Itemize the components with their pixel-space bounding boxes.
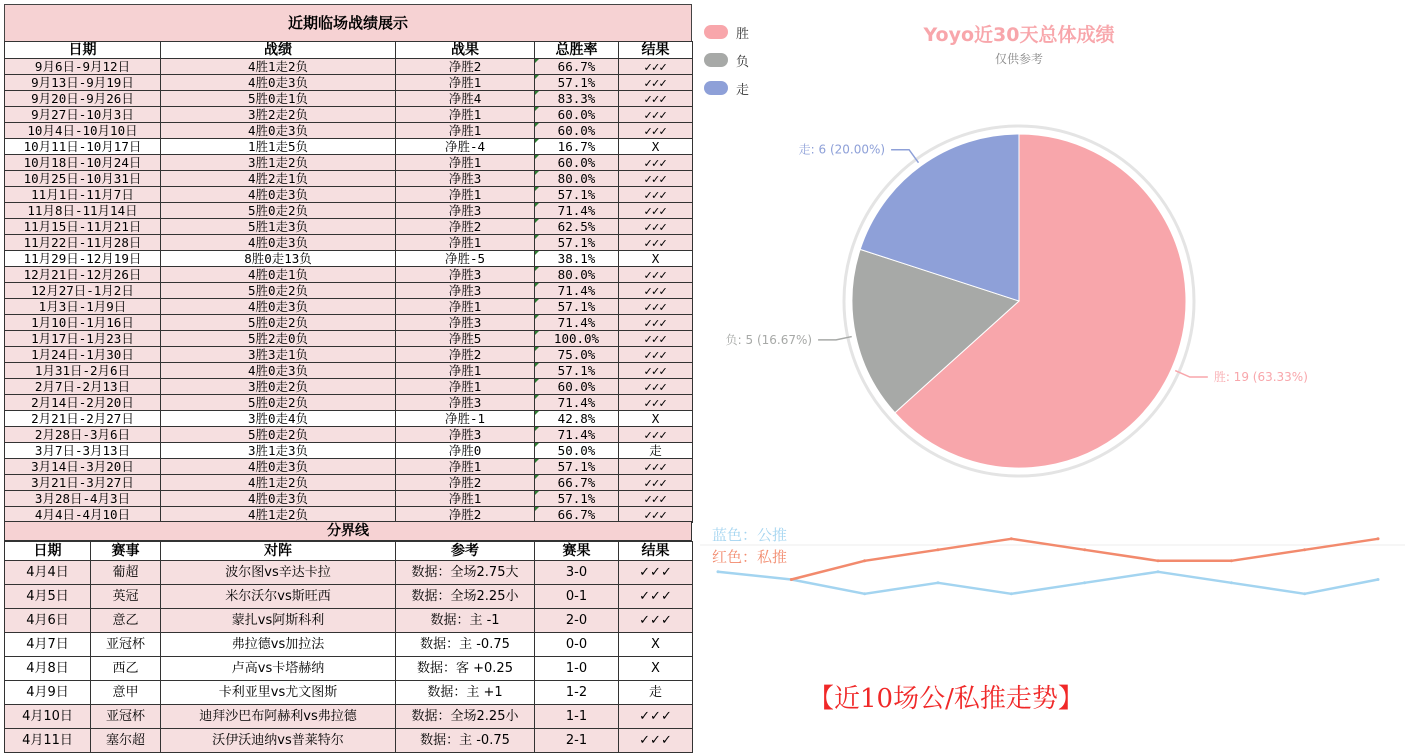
- cell-result: ✓✓✓: [619, 705, 693, 729]
- cell-win-rate: 57.1%: [535, 187, 619, 203]
- header-score: 赛果: [535, 542, 619, 561]
- table-row: [5, 75, 693, 91]
- cell-fixture: 卡利亚里vs尤文图斯: [161, 681, 396, 705]
- cell-outcome: 净胜-5: [396, 251, 535, 267]
- cell-date: 11月8日-11月14日: [5, 203, 161, 219]
- cell-record: 5胜2走0负: [161, 331, 396, 347]
- cell-win-rate: 71.4%: [535, 315, 619, 331]
- cell-date: 4月9日: [5, 681, 91, 705]
- cell-score: 2-0: [535, 609, 619, 633]
- cell-score: 3-0: [535, 561, 619, 585]
- cell-win-rate: 100.0%: [535, 331, 619, 347]
- cell-result: ✓✓✓: [619, 75, 693, 91]
- cell-date: 9月6日-9月12日: [5, 59, 161, 75]
- cell-date: 10月11日-10月17日: [5, 139, 161, 155]
- table-row: [5, 123, 693, 139]
- cell-outcome: 净胜1: [396, 235, 535, 251]
- table-row: [5, 315, 693, 331]
- cell-outcome: 净胜3: [396, 171, 535, 187]
- cell-record: 4胜0走3负: [161, 123, 396, 139]
- cell-record: 5胜0走1负: [161, 91, 396, 107]
- cell-result: X: [619, 657, 693, 681]
- cell-win-rate: 57.1%: [535, 75, 619, 91]
- data-point: [1230, 581, 1233, 584]
- data-point: [863, 559, 866, 562]
- cell-date: 4月6日: [5, 609, 91, 633]
- cell-fixture: 沃伊沃迪纳vs普莱特尔: [161, 729, 396, 753]
- cell-outcome: 净胜2: [396, 219, 535, 235]
- table-row: [5, 347, 693, 363]
- cell-result: ✓✓✓: [619, 729, 693, 753]
- table-row: [5, 395, 693, 411]
- cell-result: ✓✓✓: [619, 315, 693, 331]
- data-point: [1157, 570, 1160, 573]
- cell-record: 4胜2走1负: [161, 171, 396, 187]
- table-row: [5, 155, 693, 171]
- data-point: [1010, 537, 1013, 540]
- cell-win-rate: 71.4%: [535, 283, 619, 299]
- data-point: [1377, 578, 1380, 581]
- cell-win-rate: 66.7%: [535, 507, 619, 523]
- cell-outcome: 净胜3: [396, 315, 535, 331]
- series-public-line: [718, 572, 1378, 594]
- cell-result: ✓✓✓: [619, 219, 693, 235]
- cell-league: 葡超: [91, 561, 161, 585]
- cell-win-rate: 38.1%: [535, 251, 619, 267]
- header-date: 日期: [5, 42, 161, 59]
- cell-outcome: 净胜2: [396, 475, 535, 491]
- cell-result: ✓✓✓: [619, 475, 693, 491]
- cell-result: ✓✓✓: [619, 585, 693, 609]
- table-row: [5, 729, 693, 753]
- table-row: [5, 363, 693, 379]
- cell-reference: 数据：全场2.75大: [396, 561, 535, 585]
- cell-reference: 数据：全场2.25小: [396, 705, 535, 729]
- cell-win-rate: 66.7%: [535, 475, 619, 491]
- table-row: [5, 219, 693, 235]
- cell-result: ✓✓✓: [619, 347, 693, 363]
- cell-date: 1月3日-1月9日: [5, 299, 161, 315]
- cell-date: 11月29日-12月19日: [5, 251, 161, 267]
- pie-chart-svg: [696, 0, 1405, 520]
- table-row: [5, 91, 693, 107]
- data-point: [1083, 548, 1086, 551]
- cell-outcome: 净胜1: [396, 107, 535, 123]
- cell-outcome: 净胜2: [396, 507, 535, 523]
- cell-reference: 数据：主 -0.75: [396, 729, 535, 753]
- cell-record: 5胜0走2负: [161, 203, 396, 219]
- cell-date: 11月1日-11月7日: [5, 187, 161, 203]
- cell-record: 4胜0走3负: [161, 299, 396, 315]
- cell-record: 4胜1走2负: [161, 475, 396, 491]
- data-point: [1377, 537, 1380, 540]
- cell-win-rate: 60.0%: [535, 107, 619, 123]
- cell-record: 3胜0走2负: [161, 379, 396, 395]
- cell-league: 西乙: [91, 657, 161, 681]
- cell-league: 意乙: [91, 609, 161, 633]
- cell-outcome: 净胜1: [396, 459, 535, 475]
- cell-outcome: 净胜-1: [396, 411, 535, 427]
- table-row: [5, 379, 693, 395]
- header-record: 战绩: [161, 42, 396, 59]
- cell-result: X: [619, 633, 693, 657]
- cell-win-rate: 71.4%: [535, 427, 619, 443]
- cell-date: 4月7日: [5, 633, 91, 657]
- pie-label-loss: 负: 5 (16.67%): [725, 332, 813, 347]
- pie-title: Yoyo近30天总体成绩: [923, 24, 1115, 46]
- cell-score: 2-1: [535, 729, 619, 753]
- cell-score: 0-1: [535, 585, 619, 609]
- pie-chart: [696, 0, 1405, 520]
- cell-date: 11月22日-11月28日: [5, 235, 161, 251]
- cell-result: ✓✓✓: [619, 123, 693, 139]
- cell-record: 3胜3走1负: [161, 347, 396, 363]
- legend-public: 蓝色：公推: [712, 526, 788, 544]
- cell-outcome: 净胜1: [396, 123, 535, 139]
- legend-label-draw: 走: [736, 82, 750, 98]
- cell-league: 亚冠杯: [91, 633, 161, 657]
- table-row: [5, 187, 693, 203]
- cell-outcome: 净胜1: [396, 363, 535, 379]
- cell-league: 英冠: [91, 585, 161, 609]
- cell-result: ✓✓✓: [619, 187, 693, 203]
- cell-fixture: 弗拉德vs加拉法: [161, 633, 396, 657]
- cell-result: ✓✓✓: [619, 171, 693, 187]
- cell-reference: 数据：全场2.25小: [396, 585, 535, 609]
- cell-result: ✓✓✓: [619, 609, 693, 633]
- cell-win-rate: 42.8%: [535, 411, 619, 427]
- table-row: [5, 427, 693, 443]
- cell-record: 4胜1走2负: [161, 59, 396, 75]
- cell-fixture: 蒙扎vs阿斯科利: [161, 609, 396, 633]
- cell-outcome: 净胜-4: [396, 139, 535, 155]
- cell-reference: 数据：主 -0.75: [396, 633, 535, 657]
- data-point: [863, 592, 866, 595]
- line-chart-svg: [700, 520, 1405, 750]
- cell-league: 意甲: [91, 681, 161, 705]
- cell-result: ✓✓✓: [619, 59, 693, 75]
- cell-record: 5胜0走2负: [161, 427, 396, 443]
- cell-date: 4月5日: [5, 585, 91, 609]
- cell-win-rate: 57.1%: [535, 491, 619, 507]
- table-row: [5, 633, 693, 657]
- cell-league: 塞尔超: [91, 729, 161, 753]
- table-row: [5, 235, 693, 251]
- cell-outcome: 净胜1: [396, 75, 535, 91]
- table-row: [5, 657, 693, 681]
- cell-date: 4月10日: [5, 705, 91, 729]
- cell-result: 走: [619, 681, 693, 705]
- pie-label-loss-line: [818, 337, 852, 340]
- table-row: [5, 107, 693, 123]
- trend-line-chart: [700, 520, 1405, 750]
- table-row: [5, 331, 693, 347]
- cell-date: 10月4日-10月10日: [5, 123, 161, 139]
- legend-private: 红色：私推: [712, 548, 788, 566]
- cell-date: 3月28日-4月3日: [5, 491, 161, 507]
- cell-record: 4胜1走2负: [161, 507, 396, 523]
- cell-record: 3胜1走2负: [161, 155, 396, 171]
- cell-result: ✓✓✓: [619, 299, 693, 315]
- legend-swatch-win: [704, 25, 728, 39]
- pie-label-draw: 走: 6 (20.00%): [798, 142, 886, 157]
- data-point: [1157, 559, 1160, 562]
- cell-result: ✓✓✓: [619, 331, 693, 347]
- cell-date: 3月7日-3月13日: [5, 443, 161, 459]
- table-row: [5, 267, 693, 283]
- table-row: [5, 443, 693, 459]
- table-row: [5, 705, 693, 729]
- cell-date: 1月31日-2月6日: [5, 363, 161, 379]
- cell-outcome: 净胜3: [396, 395, 535, 411]
- cell-record: 5胜0走2负: [161, 283, 396, 299]
- trend-caption: 【近10场公/私推走势】: [808, 684, 1084, 714]
- cell-result: ✓✓✓: [619, 507, 693, 523]
- header-outcome: 战果: [396, 42, 535, 59]
- cell-outcome: 净胜3: [396, 203, 535, 219]
- cell-result: ✓✓✓: [619, 459, 693, 475]
- cell-win-rate: 57.1%: [535, 363, 619, 379]
- cell-fixture: 卢高vs卡塔赫纳: [161, 657, 396, 681]
- cell-date: 9月27日-10月3日: [5, 107, 161, 123]
- cell-record: 4胜0走3负: [161, 459, 396, 475]
- cell-result: ✓✓✓: [619, 395, 693, 411]
- table-row: [5, 681, 693, 705]
- cell-date: 9月20日-9月26日: [5, 91, 161, 107]
- cell-outcome: 净胜1: [396, 299, 535, 315]
- cell-win-rate: 60.0%: [535, 123, 619, 139]
- cell-date: 10月18日-10月24日: [5, 155, 161, 171]
- data-point: [717, 570, 720, 573]
- cell-outcome: 净胜2: [396, 347, 535, 363]
- pie-subtitle: 仅供参考: [994, 52, 1043, 66]
- table-row: [5, 171, 693, 187]
- data-point: [1303, 548, 1306, 551]
- cell-date: 12月27日-1月2日: [5, 283, 161, 299]
- cell-league: 亚冠杯: [91, 705, 161, 729]
- cell-record: 3胜1走3负: [161, 443, 396, 459]
- record-title: 近期临场战绩展示: [4, 4, 692, 42]
- cell-result: X: [619, 251, 693, 267]
- cell-outcome: 净胜1: [396, 187, 535, 203]
- cell-outcome: 净胜0: [396, 443, 535, 459]
- cell-win-rate: 50.0%: [535, 443, 619, 459]
- match-table: [4, 541, 693, 753]
- cell-win-rate: 80.0%: [535, 171, 619, 187]
- data-point: [937, 581, 940, 584]
- cell-result: ✓✓✓: [619, 283, 693, 299]
- header-date: 日期: [5, 542, 91, 561]
- cell-fixture: 波尔图vs辛达卡拉: [161, 561, 396, 585]
- cell-score: 1-0: [535, 657, 619, 681]
- cell-result: ✓✓✓: [619, 561, 693, 585]
- cell-result: ✓✓✓: [619, 91, 693, 107]
- cell-outcome: 净胜2: [396, 59, 535, 75]
- legend-item-win[interactable]: [704, 18, 749, 46]
- cell-record: 1胜1走5负: [161, 139, 396, 155]
- cell-date: 3月14日-3月20日: [5, 459, 161, 475]
- header-result: 结果: [619, 42, 693, 59]
- cell-outcome: 净胜3: [396, 283, 535, 299]
- cell-record: 4胜0走3负: [161, 491, 396, 507]
- cell-result: ✓✓✓: [619, 363, 693, 379]
- legend-item-draw[interactable]: [704, 74, 749, 102]
- cell-record: 4胜0走3负: [161, 235, 396, 251]
- cell-date: 4月8日: [5, 657, 91, 681]
- table-row: [5, 139, 693, 155]
- table-row: [5, 251, 693, 267]
- cell-outcome: 净胜1: [396, 379, 535, 395]
- data-point: [937, 548, 940, 551]
- cell-outcome: 净胜5: [396, 331, 535, 347]
- table-row: [5, 411, 693, 427]
- cell-date: 1月17日-1月23日: [5, 331, 161, 347]
- cell-record: 4胜0走3负: [161, 363, 396, 379]
- header-reference: 参考: [396, 542, 535, 561]
- cell-date: 3月21日-3月27日: [5, 475, 161, 491]
- cell-outcome: 净胜3: [396, 427, 535, 443]
- table-row: [5, 475, 693, 491]
- cell-result: ✓✓✓: [619, 203, 693, 219]
- cell-date: 2月7日-2月13日: [5, 379, 161, 395]
- cell-win-rate: 62.5%: [535, 219, 619, 235]
- table-row: [5, 59, 693, 75]
- data-point: [1010, 592, 1013, 595]
- cell-win-rate: 71.4%: [535, 203, 619, 219]
- cell-win-rate: 80.0%: [535, 267, 619, 283]
- cell-outcome: 净胜4: [396, 91, 535, 107]
- cell-date: 2月28日-3月6日: [5, 427, 161, 443]
- cell-reference: 数据：客 +0.25: [396, 657, 535, 681]
- cell-result: ✓✓✓: [619, 427, 693, 443]
- weekly-record-table: [4, 41, 693, 523]
- cell-result: ✓✓✓: [619, 155, 693, 171]
- table-header-row: [5, 542, 693, 561]
- cell-date: 2月21日-2月27日: [5, 411, 161, 427]
- cell-record: 8胜0走13负: [161, 251, 396, 267]
- table-row: [5, 561, 693, 585]
- cell-record: 3胜0走4负: [161, 411, 396, 427]
- cell-date: 4月11日: [5, 729, 91, 753]
- cell-record: 5胜0走2负: [161, 395, 396, 411]
- pie-label-win: 胜: 19 (63.33%): [1213, 370, 1308, 385]
- cell-date: 1月10日-1月16日: [5, 315, 161, 331]
- legend-item-loss[interactable]: [704, 46, 749, 74]
- data-point: [790, 578, 793, 581]
- cell-record: 5胜1走3负: [161, 219, 396, 235]
- table-row: [5, 609, 693, 633]
- cell-win-rate: 60.0%: [535, 379, 619, 395]
- cell-record: 4胜0走3负: [161, 187, 396, 203]
- cell-date: 4月4日: [5, 561, 91, 585]
- cell-win-rate: 57.1%: [535, 235, 619, 251]
- cell-date: 12月21日-12月26日: [5, 267, 161, 283]
- cell-win-rate: 16.7%: [535, 139, 619, 155]
- record-panel: [4, 4, 692, 752]
- cell-date: 2月14日-2月20日: [5, 395, 161, 411]
- cell-result: ✓✓✓: [619, 491, 693, 507]
- cell-date: 11月15日-11月21日: [5, 219, 161, 235]
- cell-result: 走: [619, 443, 693, 459]
- cell-result: ✓✓✓: [619, 107, 693, 123]
- cell-fixture: 米尔沃尔vs斯旺西: [161, 585, 396, 609]
- cell-record: 4胜0走1负: [161, 267, 396, 283]
- table-header-row: [5, 42, 693, 59]
- cell-win-rate: 57.1%: [535, 299, 619, 315]
- cell-date: 4月4日-4月10日: [5, 507, 161, 523]
- table-row: [5, 283, 693, 299]
- cell-result: X: [619, 139, 693, 155]
- cell-reference: 数据：主 +1: [396, 681, 535, 705]
- table-row: [5, 585, 693, 609]
- divider-line: 分界线: [4, 521, 692, 541]
- cell-result: ✓✓✓: [619, 267, 693, 283]
- cell-record: 5胜0走2负: [161, 315, 396, 331]
- header-fixture: 对阵: [161, 542, 396, 561]
- header-win-rate: 总胜率: [535, 42, 619, 59]
- cell-score: 1-2: [535, 681, 619, 705]
- cell-date: 10月25日-10月31日: [5, 171, 161, 187]
- cell-win-rate: 57.1%: [535, 459, 619, 475]
- cell-record: 4胜0走3负: [161, 75, 396, 91]
- legend-label-win: 胜: [736, 26, 750, 42]
- table-row: [5, 491, 693, 507]
- data-point: [1230, 559, 1233, 562]
- cell-result: X: [619, 411, 693, 427]
- cell-score: 0-0: [535, 633, 619, 657]
- legend-swatch-loss: [704, 53, 728, 67]
- cell-reference: 数据：主 -1: [396, 609, 535, 633]
- cell-outcome: 净胜3: [396, 267, 535, 283]
- cell-date: 9月13日-9月19日: [5, 75, 161, 91]
- cell-outcome: 净胜1: [396, 155, 535, 171]
- legend-swatch-draw: [704, 81, 728, 95]
- cell-fixture: 迪拜沙巴布阿赫利vs弗拉德: [161, 705, 396, 729]
- table-row: [5, 203, 693, 219]
- cell-date: 1月24日-1月30日: [5, 347, 161, 363]
- cell-win-rate: 75.0%: [535, 347, 619, 363]
- cell-win-rate: 83.3%: [535, 91, 619, 107]
- pie-legend: [704, 18, 749, 102]
- legend-label-loss: 负: [736, 54, 750, 70]
- cell-win-rate: 60.0%: [535, 155, 619, 171]
- cell-score: 1-1: [535, 705, 619, 729]
- header-result: 结果: [619, 542, 693, 561]
- header-league: 赛事: [91, 542, 161, 561]
- cell-win-rate: 66.7%: [535, 59, 619, 75]
- data-point: [1303, 592, 1306, 595]
- cell-outcome: 净胜1: [396, 491, 535, 507]
- data-point: [1083, 581, 1086, 584]
- table-row: [5, 459, 693, 475]
- cell-win-rate: 71.4%: [535, 395, 619, 411]
- table-row: [5, 299, 693, 315]
- cell-result: ✓✓✓: [619, 379, 693, 395]
- cell-result: ✓✓✓: [619, 235, 693, 251]
- cell-record: 3胜2走2负: [161, 107, 396, 123]
